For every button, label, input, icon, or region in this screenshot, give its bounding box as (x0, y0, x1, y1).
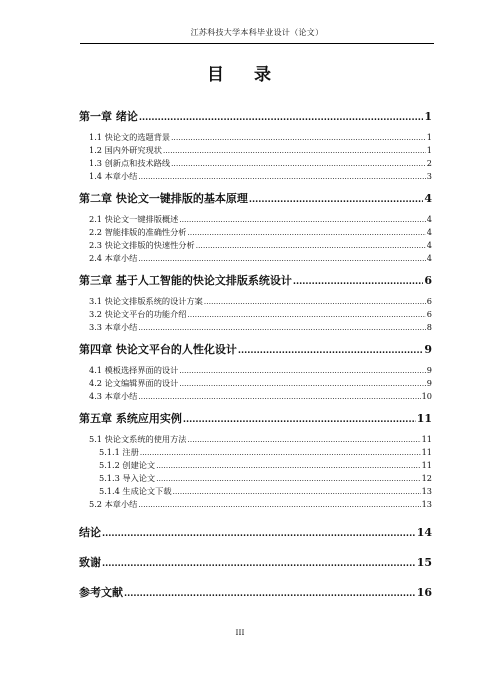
toc-entry-page: 12 (421, 473, 432, 483)
toc-entry (79, 253, 432, 266)
toc-entry-page: 9 (424, 343, 432, 356)
toc-entry (79, 309, 432, 322)
toc-leader-dots (138, 322, 425, 332)
toc-entry-label: 5.2 本章小结 (89, 499, 138, 509)
toc-entry-label: 2.1 快论文一键排版概述 (89, 214, 179, 224)
toc-leader-dots (249, 192, 424, 205)
toc-entry (79, 158, 432, 171)
toc-entry-label: 1.2 国内外研究现状 (89, 145, 162, 155)
toc-entry-page: 11 (421, 460, 432, 470)
toc-leader-dots (188, 227, 426, 237)
toc-entry (79, 214, 432, 227)
toc-entry-page: 11 (421, 434, 432, 444)
toc-entry (79, 410, 432, 428)
toc-entry (79, 190, 432, 208)
toc-entry-label: 4.3 本章小结 (89, 391, 138, 401)
header-text: 江苏科技大学本科毕业设计（论文） (190, 28, 324, 37)
toc-entry (79, 378, 432, 391)
toc-entry (79, 473, 432, 486)
toc-entry-page: 4 (424, 192, 432, 205)
toc-entry-label: 5.1.1 注册 (99, 447, 139, 457)
toc-leader-dots (102, 556, 416, 569)
toc-entry-page: 9 (426, 365, 432, 375)
toc-leader-dots (140, 447, 421, 457)
page-footer (0, 628, 480, 637)
toc-entry-label: 5.1 快论文系统的使用方法 (89, 434, 187, 444)
toc-entry-page: 16 (416, 586, 432, 599)
toc-leader-dots (204, 296, 426, 306)
toc-leader-dots (173, 486, 421, 496)
page-number: III (235, 628, 245, 637)
toc-leader-dots (179, 214, 425, 224)
toc-entry-label: 3.2 快论文平台的功能介绍 (89, 309, 187, 319)
toc-entry (79, 391, 432, 404)
toc-entry-page: 1 (424, 110, 432, 123)
toc-leader-dots (156, 460, 420, 470)
toc-entry-label: 5.1.3 导入论文 (99, 473, 156, 483)
toc-entry-label: 4.1 模板选择界面的设计 (89, 365, 179, 375)
toc-entry-page: 6 (426, 309, 432, 319)
toc-entry-label: 2.4 本章小结 (89, 253, 138, 263)
toc-entry-label: 第五章 系统应用实例 (79, 412, 182, 425)
toc-leader-dots (179, 365, 425, 375)
toc-entry (79, 341, 432, 359)
toc-entry-page: 6 (426, 296, 432, 306)
toc-entry-page: 1 (426, 132, 432, 142)
toc-entry-page: 13 (421, 499, 432, 509)
toc-entry-label: 第二章 快论文一键排版的基本原理 (79, 192, 248, 205)
toc-entry (79, 132, 432, 145)
toc-entry-label: 1.1 快论文的选题背景 (89, 132, 171, 142)
toc-leader-dots (139, 110, 424, 123)
toc-leader-dots (179, 378, 425, 388)
toc-entry (79, 227, 432, 240)
toc-leader-dots (171, 158, 426, 168)
page-title: 目 录 (207, 65, 283, 85)
toc-entry-page: 11 (416, 412, 432, 425)
toc-entry-label: 参考文献 (79, 586, 123, 599)
toc-entry-page: 10 (421, 391, 432, 401)
toc-leader-dots (138, 499, 420, 509)
toc-entry-page: 8 (426, 322, 432, 332)
toc-entry-label: 第三章 基于人工智能的快论文排版系统设计 (79, 274, 292, 287)
toc-leader-dots (156, 473, 420, 483)
toc-entry (79, 171, 432, 184)
toc-entry-page: 4 (426, 227, 432, 237)
toc-leader-dots (196, 240, 426, 250)
toc-entry (79, 296, 432, 309)
toc-entry (79, 447, 432, 460)
toc-entry-page: 11 (421, 447, 432, 457)
toc-entry-page: 1 (426, 145, 432, 155)
toc-leader-dots (188, 434, 421, 444)
toc-entry-page: 6 (424, 274, 432, 287)
toc-entry-label: 2.2 智能排版的准确性分析 (89, 227, 187, 237)
toc-entry (79, 108, 432, 126)
toc-entry-label: 5.1.4 生成论文下载 (99, 486, 172, 496)
toc-entry (79, 272, 432, 290)
toc-entry-page: 4 (426, 240, 432, 250)
toc-leader-dots (138, 253, 425, 263)
toc-entry (79, 145, 432, 158)
toc-leader-dots (124, 586, 416, 599)
toc-entry-page: 14 (416, 526, 432, 539)
toc-leader-dots (138, 391, 420, 401)
toc-entry-label: 结论 (79, 526, 101, 539)
toc-leader-dots (293, 274, 424, 287)
toc-entry-label: 5.1.2 创建论文 (99, 460, 156, 470)
toc-entry-page: 13 (421, 486, 432, 496)
toc-entry-label: 1.4 本章小结 (89, 171, 138, 181)
toc-entry-page: 3 (426, 171, 432, 181)
toc-entry-page: 2 (426, 158, 432, 168)
toc-entry-label: 2.3 快论文排版的快速性分析 (89, 240, 195, 250)
toc-leader-dots (238, 343, 424, 356)
toc-entry (79, 460, 432, 473)
toc-entry-page: 4 (426, 253, 432, 263)
page-header (80, 27, 434, 44)
toc-leader-dots (171, 132, 426, 142)
toc-entry (79, 499, 432, 512)
toc-entry-label: 第四章 快论文平台的人性化设计 (79, 343, 237, 356)
toc-entry-label: 3.1 快论文排版系统的设计方案 (89, 296, 203, 306)
toc-entry-label: 致谢 (79, 556, 101, 569)
toc-entry (79, 434, 432, 447)
toc-entry (79, 365, 432, 378)
toc-entry-page: 9 (426, 378, 432, 388)
toc-entry-label: 4.2 论文编辑界面的设计 (89, 378, 179, 388)
toc-entry (79, 584, 432, 602)
toc-entry-label: 3.3 本章小结 (89, 322, 138, 332)
table-of-contents (79, 108, 432, 602)
toc-entry (79, 240, 432, 253)
toc-entry (79, 524, 432, 542)
toc-entry (79, 322, 432, 335)
toc-entry (79, 554, 432, 572)
toc-leader-dots (188, 309, 426, 319)
toc-entry (79, 486, 432, 499)
toc-leader-dots (102, 526, 416, 539)
toc-entry-label: 第一章 绪论 (79, 110, 138, 123)
toc-leader-dots (183, 412, 416, 425)
toc-entry-label: 1.3 创新点和技术路线 (89, 158, 171, 168)
toc-entry-page: 4 (426, 214, 432, 224)
toc-leader-dots (163, 145, 426, 155)
toc-leader-dots (138, 171, 425, 181)
toc-entry-page: 15 (416, 556, 432, 569)
